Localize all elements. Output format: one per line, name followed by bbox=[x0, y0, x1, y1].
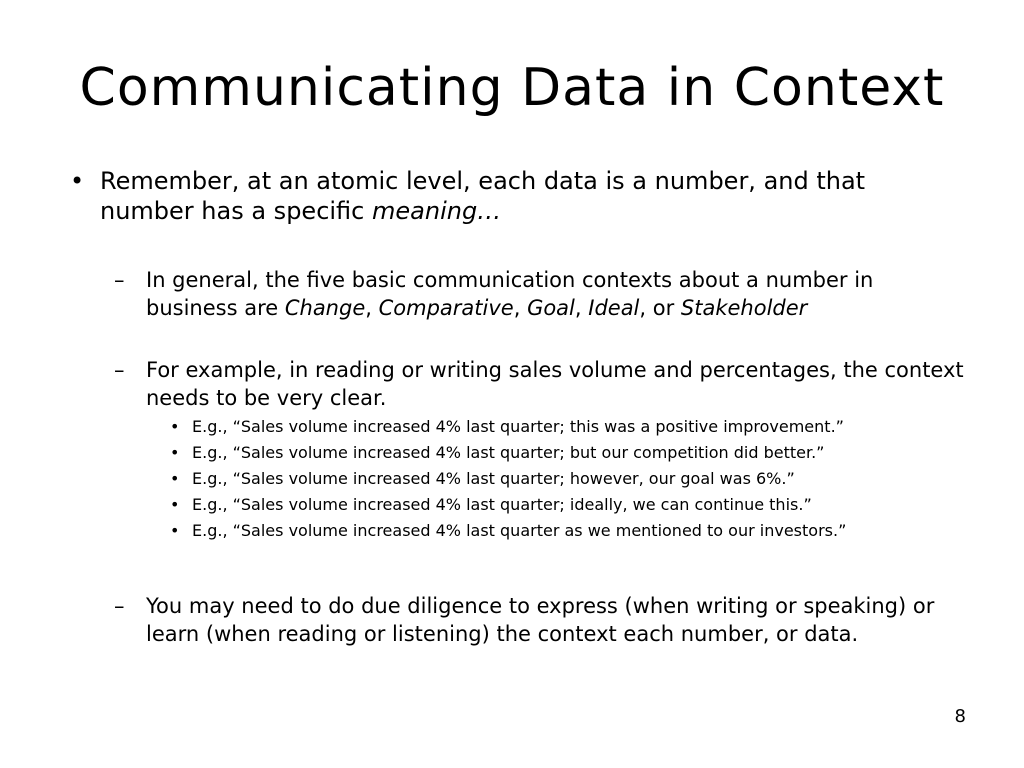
example-item-5 bbox=[170, 520, 982, 542]
sub-bullet-contexts-text: In general, the five basic communication contexts about a number in business are bbox=[146, 268, 874, 320]
example-item-2 bbox=[170, 442, 982, 464]
sub-bullet-due-diligence bbox=[114, 592, 966, 648]
context-stakeholder: Stakeholder bbox=[680, 296, 808, 320]
dash-marker: – bbox=[114, 268, 125, 292]
example-item-3 bbox=[170, 468, 982, 490]
example-text: E.g., “Sales volume increased 4% last quarter; but our competition did better.” bbox=[192, 443, 825, 462]
bullet-remember bbox=[70, 166, 960, 226]
context-separator: , bbox=[513, 296, 528, 320]
sub-bullet-example-text: For example, in reading or writing sales volume and percentages, the context needs to be very clear. bbox=[146, 358, 964, 410]
context-separator: , bbox=[365, 296, 379, 320]
context-separator: , bbox=[574, 296, 589, 320]
small-bullet-marker: • bbox=[170, 443, 180, 462]
example-item-4 bbox=[170, 494, 982, 516]
small-bullet-marker: • bbox=[170, 469, 180, 488]
small-bullet-marker: • bbox=[170, 521, 180, 540]
context-ideal: Ideal bbox=[588, 296, 640, 320]
context-goal: Goal bbox=[527, 296, 575, 320]
page-number: 8 bbox=[954, 706, 966, 727]
dash-marker: – bbox=[114, 594, 125, 618]
bullet-marker: • bbox=[70, 167, 85, 195]
example-text: E.g., “Sales volume increased 4% last quarter; ideally, we can continue this.” bbox=[192, 495, 812, 514]
example-item-1 bbox=[170, 416, 982, 438]
small-bullet-marker: • bbox=[170, 417, 180, 436]
context-change: Change bbox=[284, 296, 366, 320]
example-text: E.g., “Sales volume increased 4% last quarter; however, our goal was 6%.” bbox=[192, 469, 795, 488]
sub-bullet-due-diligence-text: You may need to do due diligence to express (when writing or speaking) or learn (when reading or listening) the context each number, or data. bbox=[146, 594, 935, 646]
context-comparative: Comparative bbox=[378, 296, 514, 320]
context-separator: , or bbox=[639, 296, 681, 320]
slide-title: Communicating Data in Context bbox=[79, 58, 945, 118]
bullet-remember-emphasis: meaning… bbox=[372, 197, 502, 225]
sub-bullet-example bbox=[114, 356, 966, 412]
sub-bullet-contexts bbox=[114, 266, 966, 322]
small-bullet-marker: • bbox=[170, 495, 180, 514]
dash-marker: – bbox=[114, 358, 125, 382]
example-text: E.g., “Sales volume increased 4% last quarter; this was a positive improvement.” bbox=[192, 417, 844, 436]
example-text: E.g., “Sales volume increased 4% last quarter as we mentioned to our investors.” bbox=[192, 521, 847, 540]
bullet-remember-text: Remember, at an atomic level, each data is a number, and that number has a specific bbox=[100, 167, 866, 225]
